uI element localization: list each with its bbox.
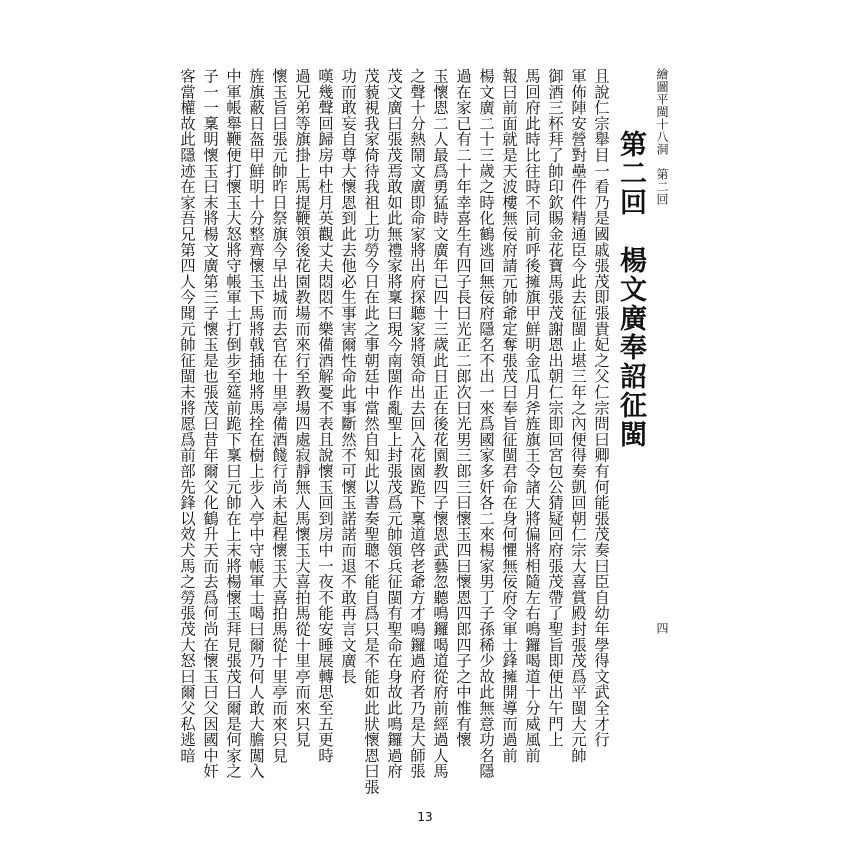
text-column: 子一一稟明懷玉曰末將楊文廣第三子懷玉是也張茂曰昔年爾父化鶴升天而去爲何尚在懷玉曰父因國中奸 [201,68,219,779]
text-column: 嘆幾聲回歸房中杜月英觀丈夫悶悶不樂備酒解憂不表且說懷玉回到房中一夜不能安睡展轉思至五更時 [316,68,334,764]
text-column: 茂文廣曰張茂焉敢如此無禮家將稟曰現今南閩作亂聖上封張茂爲元帥領兵征閩有聖命在身故此鳴鑼過府 [385,68,403,779]
text-column: 軍佈陣安營對壘件件精通臣今此去征閩止堪三年之內便得奏凱回朝仁宗大喜賞殿封張茂爲平閩大元帥 [569,68,587,764]
text-column: 且說仁宗舉目一看乃是國戚張茂即張貴妃之父仁宗問曰卿有何能張茂奏曰臣自幼年學得文武全才行 [592,68,610,748]
text-column: 御酒三杯拜了帥印欽賜金花寶馬張茂謝恩出朝仁宗即回宮包公猜疑回府張茂帶了聖旨即便出午門上 [546,68,564,748]
text-column: 旌旗蔽日盔甲鮮明十分整齊懷玉下馬將戟插地將馬拴在樹上步入亭中守帳軍士喝曰爾乃何人敢大膽闖入 [247,68,265,779]
text-column: 懷玉旨曰張元帥昨日祭旗今早出城而去官在十里亭備酒餞行尚未起程懷玉大喜拍馬從十里亭而來只見 [270,68,288,764]
text-column: 之聲十分熱鬧文廣即命家將出府探聽家將領命出去回入花園跪下稟道啓老爺方才鳴鑼過府者乃是大師張 [408,68,426,779]
text-column: 報曰前面就是天波樓無佞府請元帥爺定奪張茂曰奉旨征閩君命在身何懼無佞府令軍士鋒擁開導而過前 [500,68,518,764]
text-column: 中軍帳舉鞭便打懷玉大怒將守帳軍士打倒步至筵前跪下稟曰元帥在上末將楊懷玉拜見張茂曰爾是何家之 [224,68,242,779]
text-column: 功而敢妄自尊大懷恩到此去他必生事害爾性命此事斷然不可懷玉諾諾而退不敢再言文廣長 [339,68,357,685]
chapter-title: 第二回 楊文廣奉詔征閩 [615,130,646,449]
text-column: 過在家已有二十年幸喜生有四子長曰光正二郎次曰光男三郎三曰懷玉四曰懷恩四郎四子之中惟有懷 [454,68,472,748]
page-number: 13 [417,810,433,824]
text-column: 玉懷恩二人最爲勇猛時文廣年已四十三歲此日正在後花園教四子懷恩武藝忽聽鳴鑼喝道從府前經過人馬 [431,68,449,779]
text-column: 茂藐視我家倚待我祖上功勞今日在此之事朝廷中當然自知此以書奏聖聰不能自爲只是不能如此狀懷恩曰張 [362,68,380,795]
folio-number: 四 [655,622,669,634]
text-column: 馬回府此時比往時不同前呼後擁旗甲鮮明金瓜月斧旌旗王令諸大將偏將相隨左右鳴鑼喝道十分威風前 [523,68,541,764]
text-column: 客當權故此隱迹在家吾兄第四人今聞元帥征閩末將愿爲前部先鋒以效犬馬之勞張茂大怒曰爾父私逃暗 [178,68,196,764]
running-header: 繪圖平閩十八洞 第二回 [655,68,669,206]
text-column: 楊文廣二十三歲之時化鶴逃回無佞府隱名不出一來爲國家多奸各二來楊家男丁子孫稀少故此無意功名隱 [477,68,495,779]
text-column: 過兄弟等旗掛上馬提鞭領後花園教場而來行至教場四處寂靜無人馬懷玉大喜拍馬從十里亭而來只見 [293,68,311,748]
